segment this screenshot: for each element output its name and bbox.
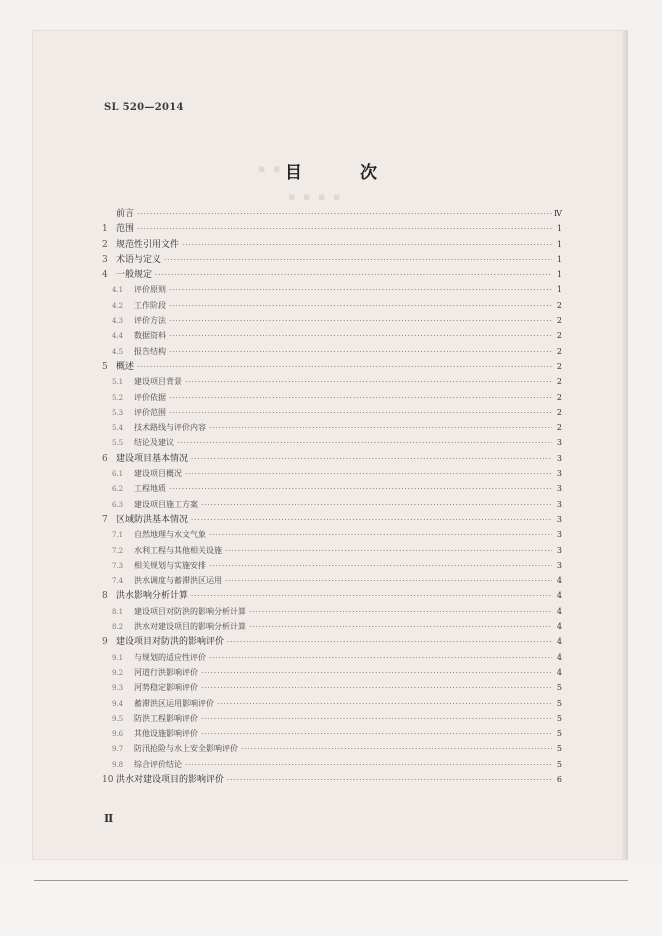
- toc-page-number: 3: [556, 453, 562, 463]
- toc-entry-number: 7.4: [112, 577, 124, 586]
- toc-subentry[interactable]: [102, 741, 562, 756]
- toc-entry[interactable]: [102, 588, 562, 603]
- toc-page-number: 2: [556, 377, 562, 387]
- toc-leader-dots: [137, 207, 552, 222]
- toc-entry-number: 7.2: [112, 546, 124, 555]
- toc-entry[interactable]: [102, 237, 562, 252]
- toc-subentry[interactable]: [102, 527, 562, 542]
- toc-leader-dots: [169, 299, 552, 314]
- toc-page-number: 1: [556, 254, 562, 264]
- toc-leader-dots: [191, 589, 552, 604]
- toc-page-number: 2: [556, 407, 562, 417]
- toc-page-number: 2: [556, 346, 562, 356]
- toc-leader-dots: [177, 436, 552, 451]
- toc-leader-dots: [241, 742, 552, 757]
- toc-entry-title: 综合评价结论: [134, 759, 182, 769]
- toc-entry[interactable]: [102, 634, 562, 649]
- toc-subentry[interactable]: [102, 435, 562, 450]
- toc-entry-number: 5.3: [112, 408, 124, 417]
- toc-entry-title: 建设项目施工方案: [134, 499, 198, 509]
- toc-page-number: 4: [556, 652, 562, 662]
- toc-leader-dots: [137, 360, 552, 375]
- toc-leader-dots: [209, 421, 552, 436]
- toc-leader-dots: [169, 345, 552, 360]
- toc-page-number: 5: [556, 683, 562, 693]
- toc-leader-dots: [201, 666, 552, 681]
- toc-entry[interactable]: [102, 772, 562, 787]
- toc-entry-title: 其他设施影响评价: [134, 729, 198, 739]
- toc-page-number: 5: [556, 744, 562, 754]
- toc-leader-dots: [209, 559, 552, 574]
- toc-entry-number: 7.1: [112, 531, 124, 540]
- toc-entry-title: 河势稳定影响评价: [134, 683, 198, 693]
- toc-subentry[interactable]: [102, 650, 562, 665]
- toc-leader-dots: [225, 574, 552, 589]
- toc-entry-title: 评价依据: [134, 392, 166, 402]
- toc-leader-dots: [227, 635, 552, 650]
- toc-page-number: 3: [556, 514, 562, 524]
- toc-subentry[interactable]: [102, 711, 562, 726]
- toc-entry-number: 3: [102, 254, 108, 265]
- toc-entry[interactable]: [102, 512, 562, 527]
- toc-subentry[interactable]: [102, 757, 562, 772]
- toc-entry-title: 建设项目概况: [134, 469, 182, 479]
- toc-entry-title: 建设项目对防洪的影响评价: [116, 637, 225, 648]
- toc-entry-title: 与规划的适应性评价: [134, 652, 206, 662]
- toc-subentry[interactable]: [102, 405, 562, 420]
- toc-entry-title: 术语与定义: [116, 254, 162, 265]
- toc-subentry[interactable]: [102, 619, 562, 634]
- toc-page-number: 5: [556, 713, 562, 723]
- toc-entry-number: 8.2: [112, 623, 124, 632]
- toc-page-number: 4: [556, 576, 562, 586]
- toc-entry-title: 结论及建议: [134, 438, 174, 448]
- toc-entry-title: 建设项目对防洪的影响分析计算: [134, 606, 246, 616]
- toc-entry-number: 5: [102, 361, 108, 372]
- bleed-through-mark: ▪ ▪ ▪ ▪: [288, 190, 343, 203]
- bleed-through-mark: ▪ ▪ ▪: [258, 162, 298, 175]
- toc-subentry[interactable]: [102, 543, 562, 558]
- toc-page-number: 2: [556, 316, 562, 326]
- toc-leader-dots: [217, 697, 552, 712]
- toc-leader-dots: [201, 681, 552, 696]
- toc-entry[interactable]: [102, 252, 562, 267]
- toc-leader-dots: [169, 406, 552, 421]
- toc-page-number: 3: [556, 484, 562, 494]
- toc-subentry[interactable]: [102, 558, 562, 573]
- toc-entry-number: 6.2: [112, 485, 124, 494]
- toc-entry-title: 蓄滞洪区运用影响评价: [134, 698, 214, 708]
- toc-entry-title: 评价原则: [134, 285, 166, 295]
- toc-entry-number: 9.5: [112, 714, 124, 723]
- toc-entry[interactable]: [102, 359, 562, 374]
- toc-entry-number: 6.3: [112, 500, 124, 509]
- toc-leader-dots: [185, 467, 552, 482]
- toc-entry-number: 6.1: [112, 470, 124, 479]
- toc-page-number: 4: [556, 622, 562, 632]
- toc-entry-title: 建设项目基本情况: [116, 453, 189, 464]
- toc-subentry[interactable]: [102, 313, 562, 328]
- toc-leader-dots: [209, 651, 552, 666]
- toc-page-number: 3: [556, 560, 562, 570]
- toc-entry-title: 报告结构: [134, 346, 166, 356]
- toc-subentry[interactable]: [102, 696, 562, 711]
- toc-entry-number: 4.4: [112, 332, 124, 341]
- toc-page-number: 3: [556, 469, 562, 479]
- toc-entry-title: 相关规划与实施安排: [134, 560, 206, 570]
- toc-entry-title: 范围: [116, 224, 135, 235]
- toc-entry-title: 洪水调度与蓄滞洪区运用: [134, 576, 222, 586]
- toc-entry[interactable]: [102, 451, 562, 466]
- toc-page-number: 4: [556, 591, 562, 601]
- toc-subentry[interactable]: [102, 604, 562, 619]
- toc-entry-number: 4.5: [112, 347, 124, 356]
- toc-subentry[interactable]: [102, 344, 562, 359]
- toc-entry-title: 数据资料: [134, 331, 166, 341]
- toc-entry-number: 4.2: [112, 301, 124, 310]
- toc-entry[interactable]: [102, 267, 562, 282]
- toc-entry-title: 技术路线与评价内容: [134, 423, 206, 433]
- toc-entry-number: 5.4: [112, 424, 124, 433]
- toc-leader-dots: [209, 528, 552, 543]
- toc-entry-title: 一般规定: [116, 270, 153, 281]
- toc-page-number: 3: [556, 499, 562, 509]
- toc-page-number: 3: [556, 545, 562, 555]
- toc-subentry[interactable]: [102, 665, 562, 680]
- toc-leader-dots: [182, 238, 552, 253]
- toc-entry-number: 7.3: [112, 561, 124, 570]
- toc-page-number: 2: [556, 423, 562, 433]
- toc-entry-title: 规范性引用文件: [116, 239, 180, 250]
- toc-subentry[interactable]: [102, 420, 562, 435]
- toc-entry-number: 9.8: [112, 760, 124, 769]
- toc-subentry[interactable]: [102, 328, 562, 343]
- toc-subentry[interactable]: [102, 282, 562, 297]
- toc-entry-number: 5.2: [112, 393, 124, 402]
- toc-entry-title: 河道行洪影响评价: [134, 667, 198, 677]
- toc-leader-dots: [201, 712, 552, 727]
- toc-subentry[interactable]: [102, 466, 562, 481]
- toc-entry-number: 7: [102, 514, 108, 525]
- toc-leader-dots: [155, 268, 552, 283]
- toc-page-number: 2: [556, 331, 562, 341]
- toc-leader-dots: [201, 727, 552, 742]
- toc-entry-number: 2: [102, 239, 108, 250]
- toc-page-number: 5: [556, 698, 562, 708]
- toc-entry-title: 评价范围: [134, 407, 166, 417]
- toc-page-number: 1: [556, 239, 562, 249]
- toc-subentry[interactable]: [102, 374, 562, 389]
- toc-leader-dots: [169, 329, 552, 344]
- toc-entry-title: 工作阶段: [134, 300, 166, 310]
- toc-entry[interactable]: [102, 221, 562, 236]
- toc-entry-number: 9.7: [112, 745, 124, 754]
- toc-leader-dots: [201, 498, 552, 513]
- toc-entry-number: 9.3: [112, 684, 124, 693]
- toc-page-number: 5: [556, 759, 562, 769]
- toc-entry-title: 工程地质: [134, 484, 166, 494]
- page-title: 目 次: [285, 163, 403, 183]
- toc-page-number: 4: [556, 606, 562, 616]
- toc-leader-dots: [169, 283, 552, 298]
- toc-entry-title: 评价方法: [134, 316, 166, 326]
- toc-leader-dots: [249, 620, 552, 635]
- toc-entry-number: 6: [102, 453, 108, 464]
- toc-leader-dots: [137, 222, 552, 237]
- toc-entry-title: 区域防洪基本情况: [116, 514, 189, 525]
- toc-entry-number: 5.1: [112, 378, 124, 387]
- toc-subentry[interactable]: [102, 497, 562, 512]
- toc-leader-dots: [169, 391, 552, 406]
- scan-divider-line: [34, 880, 628, 881]
- toc-page-number: 4: [556, 667, 562, 677]
- toc-leader-dots: [227, 773, 552, 788]
- toc-leader-dots: [225, 544, 552, 559]
- toc-entry-title: 概述: [116, 361, 135, 372]
- toc-entry-number: 9.2: [112, 668, 124, 677]
- toc-entry-number: 9: [102, 637, 108, 648]
- toc-entry-title: 防汛抢险与水上安全影响评价: [134, 744, 238, 754]
- toc-entry-number: 8.1: [112, 607, 124, 616]
- toc-entry-number: 9.1: [112, 653, 124, 662]
- toc-subentry[interactable]: [102, 680, 562, 695]
- toc-subentry[interactable]: [102, 726, 562, 741]
- toc-page-number: 1: [556, 224, 562, 234]
- toc-entry-number: 4.3: [112, 317, 124, 326]
- toc-entry-title: 洪水对建设项目的影响评价: [116, 774, 225, 785]
- toc-entry-title: 洪水影响分析计算: [116, 591, 189, 602]
- toc-entry-number: 8: [102, 591, 108, 602]
- toc-subentry[interactable]: [102, 298, 562, 313]
- toc-entry-number: 4: [102, 270, 108, 281]
- toc-page-number: Ⅳ: [554, 209, 562, 218]
- toc-entry-title: 洪水对建设项目的影响分析计算: [134, 622, 246, 632]
- toc-page-number: 1: [556, 270, 562, 280]
- toc-leader-dots: [169, 482, 552, 497]
- toc-leader-dots: [191, 513, 552, 528]
- toc-subentry[interactable]: [102, 573, 562, 588]
- toc-entry-number: 9.6: [112, 730, 124, 739]
- toc-subentry[interactable]: [102, 390, 562, 405]
- toc-page-number: 2: [556, 300, 562, 310]
- toc-entry-title: 自然地理与水文气象: [134, 530, 206, 540]
- toc-page-number: 1: [556, 285, 562, 295]
- document-code: SL 520—2014: [104, 102, 184, 113]
- toc-entry[interactable]: [102, 206, 562, 221]
- table-of-contents: [102, 206, 562, 787]
- toc-leader-dots: [249, 605, 552, 620]
- toc-leader-dots: [169, 314, 552, 329]
- toc-entry-number: 5.5: [112, 439, 124, 448]
- toc-page-number: 4: [556, 637, 562, 647]
- toc-entry-number: 1: [102, 224, 108, 235]
- toc-leader-dots: [185, 758, 552, 773]
- page-edge: [622, 30, 628, 860]
- toc-entry-number: 9.4: [112, 699, 124, 708]
- toc-page-number: 2: [556, 361, 562, 371]
- toc-entry-title: 防洪工程影响评价: [134, 713, 198, 723]
- toc-leader-dots: [164, 253, 552, 268]
- page-folio: Ⅱ: [104, 812, 114, 825]
- toc-page-number: 6: [556, 774, 562, 784]
- toc-leader-dots: [191, 452, 552, 467]
- scan-bottom-margin: [0, 866, 662, 936]
- toc-page-number: 5: [556, 729, 562, 739]
- toc-entry-number: 10: [102, 774, 114, 785]
- toc-subentry[interactable]: [102, 481, 562, 496]
- toc-entry-title: 前言: [116, 209, 135, 219]
- toc-entry-number: 4.1: [112, 286, 124, 295]
- toc-page-number: 3: [556, 438, 562, 448]
- toc-page-number: 2: [556, 392, 562, 402]
- toc-page-number: 3: [556, 530, 562, 540]
- toc-leader-dots: [185, 375, 552, 390]
- toc-entry-title: 水利工程与其他相关设施: [134, 545, 222, 555]
- toc-entry-title: 建设项目背景: [134, 377, 182, 387]
